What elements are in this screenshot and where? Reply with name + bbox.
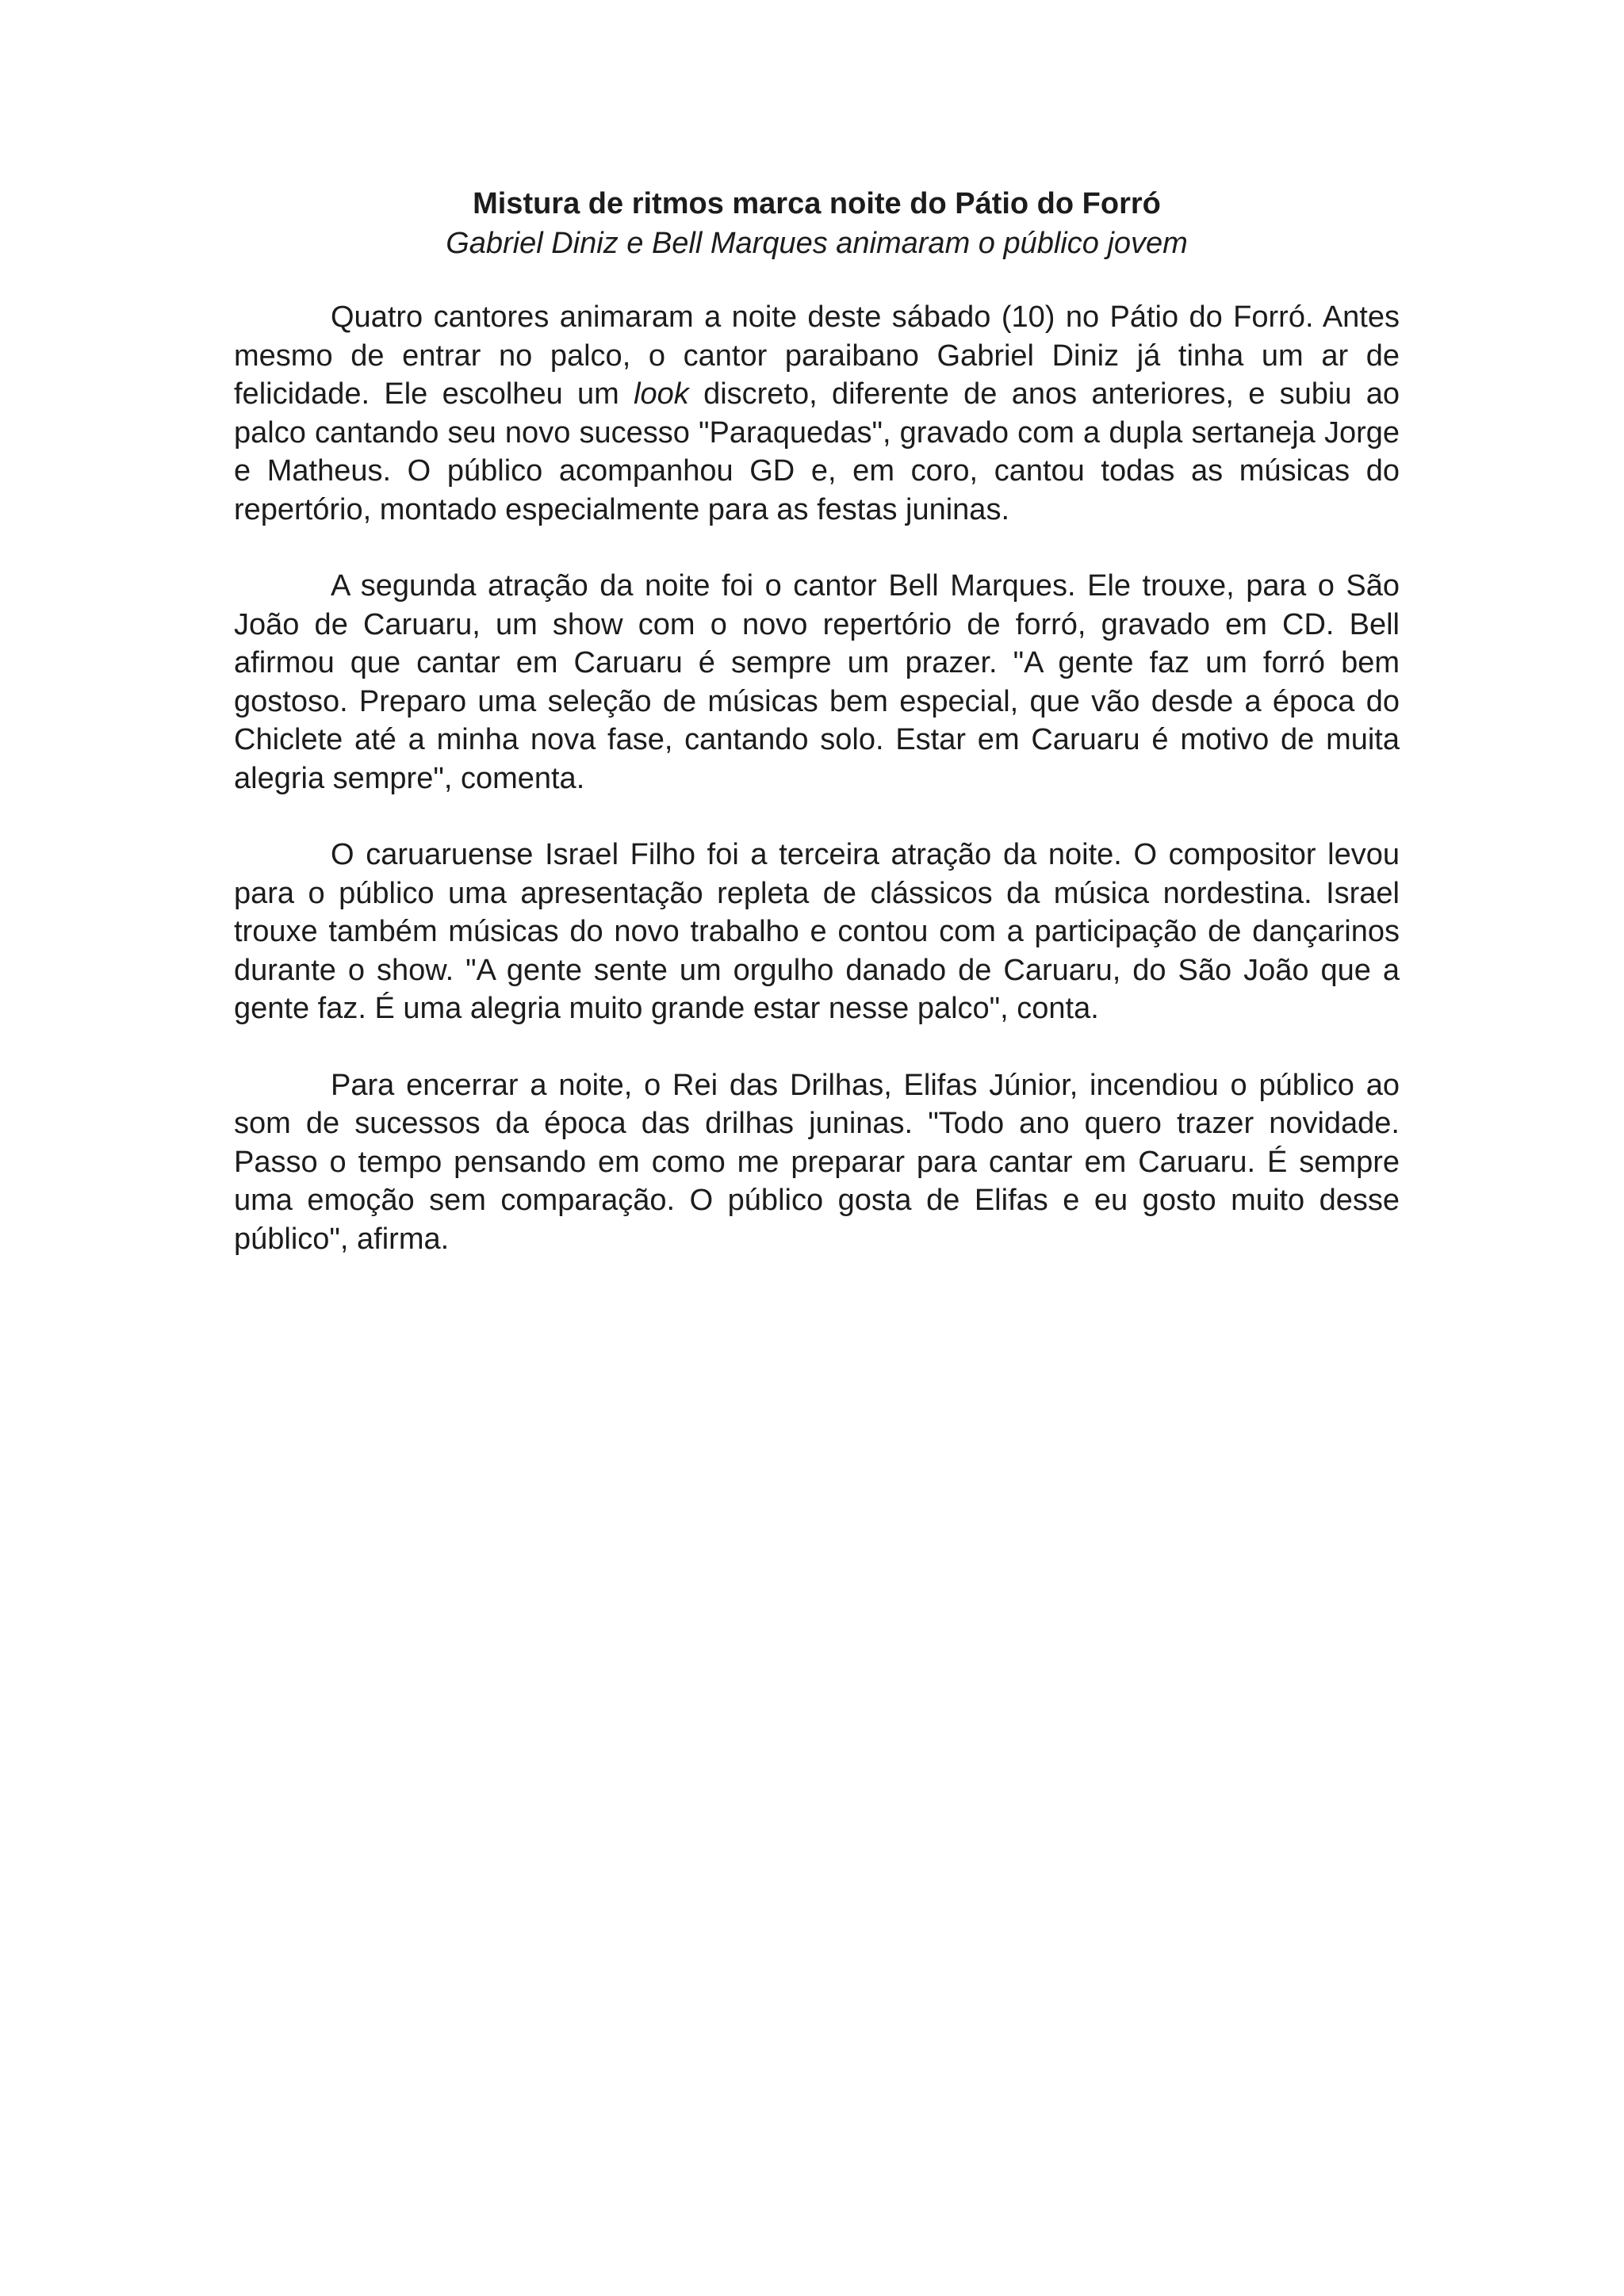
paragraph-1 (234, 298, 1400, 529)
paragraph-1-text-a: Quatro cantores animaram a noite deste sábado (10) no Pátio do Forró. Antes mesmo de entrar no palco, o cantor paraibano Gabriel Diniz já tinha um ar de felicidade. Ele escolheu um (234, 300, 1400, 411)
paragraph-1-text-b: discreto, diferente de anos anteriores, e subiu ao palco cantando seu novo sucesso "Paraquedas", gravado com a dupla sertaneja Jorge e Matheus. O público acompanhou GD e, em coro, cantou todas as músicas do repertório, montado especialmente para as festas juninas. (234, 377, 1400, 526)
paragraph-1-italic-word: look (634, 377, 689, 411)
paragraph-4: Para encerrar a noite, o Rei das Drilhas, Elifas Júnior, incendiou o público ao som de sucessos da época das drilhas juninas. "Todo ano quero trazer novidade. Passo o tempo pensando em como me preparar para cantar em Caruaru. É sempre uma emoção sem comparação. O público gosta de Elifas e eu gosto muito desse público", afirma. (234, 1068, 1400, 1256)
paragraph-2: A segunda atração da noite foi o cantor Bell Marques. Ele trouxe, para o São João de Caruaru, um show com o novo repertório de forró, gravado em CD. Bell afirmou que cantar em Caruaru é sempre um prazer. "A gente faz um forró bem gostoso. Preparo uma seleção de músicas bem especial, que vão desde a época do Chiclete até a minha nova fase, cantando solo. Estar em Caruaru é motivo de muita alegria sempre", comenta. (234, 569, 1400, 795)
article-title: Mistura de ritmos marca noite do Pátio do Forró (473, 187, 1161, 220)
article (234, 184, 1400, 1296)
paragraph-3: O caruaruense Israel Filho foi a terceira atração da noite. O compositor levou para o público uma apresentação repleta de clássicos da música nordestina. Israel trouxe também músicas do novo trabalho e contou com a participação de dançarinos durante o show. "A gente sente um orgulho danado de Caruaru, do São João que a gente faz. É uma alegria muito grande estar nesse palco", conta. (234, 838, 1400, 1025)
article-subtitle: Gabriel Diniz e Bell Marques animaram o público jovem (446, 227, 1188, 260)
